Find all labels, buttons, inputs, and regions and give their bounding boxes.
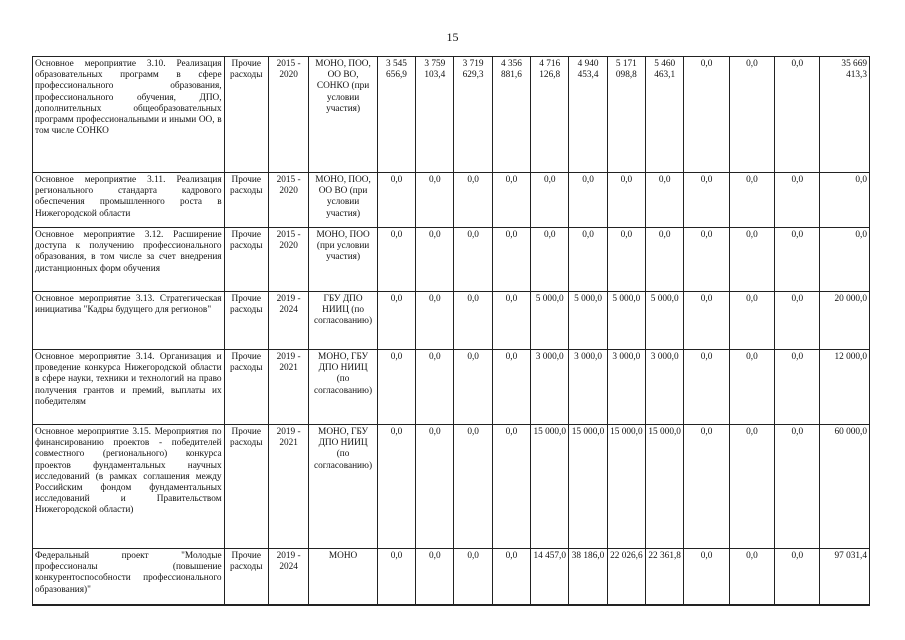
expense-type-cell: Прочие расходы xyxy=(224,350,268,425)
year-value-cell: 22 026,6 xyxy=(607,549,645,605)
year-value-cell: 3 719 629,3 xyxy=(454,57,492,173)
activity-name-cell: Федеральный проект "Молодые профессионалы (повышение конкурентоспособности профессионального образования)" xyxy=(33,549,225,605)
year-value-cell: 0,0 xyxy=(775,57,820,173)
year-value-cell: 0,0 xyxy=(775,173,820,228)
year-value-cell: 0,0 xyxy=(729,292,774,350)
year-value-cell: 0,0 xyxy=(684,228,729,292)
executor-cell: МОНО, ПОО, ОО ВО, СОНКО (при условии участия) xyxy=(309,57,378,173)
year-value-cell: 3 545 656,9 xyxy=(377,57,415,173)
year-value-cell: 0,0 xyxy=(729,425,774,549)
page-number: 15 xyxy=(446,30,459,44)
year-value-cell: 15 000,0 xyxy=(531,425,569,549)
year-value-cell: 4 716 126,8 xyxy=(531,57,569,173)
year-value-cell: 0,0 xyxy=(416,425,454,549)
year-value-cell: 5 000,0 xyxy=(607,292,645,350)
year-value-cell: 4 940 453,4 xyxy=(569,57,607,173)
year-value-cell: 0,0 xyxy=(492,350,530,425)
year-value-cell: 0,0 xyxy=(684,350,729,425)
year-value-cell: 14 457,0 xyxy=(531,549,569,605)
year-value-cell: 0,0 xyxy=(416,350,454,425)
year-value-cell: 0,0 xyxy=(454,549,492,605)
year-value-cell: 0,0 xyxy=(729,57,774,173)
year-value-cell: 0,0 xyxy=(569,173,607,228)
year-value-cell: 0,0 xyxy=(569,228,607,292)
year-value-cell: 0,0 xyxy=(646,228,684,292)
year-value-cell: 0,0 xyxy=(729,350,774,425)
year-value-cell: 5 171 098,8 xyxy=(607,57,645,173)
budget-table xyxy=(32,56,870,606)
year-value-cell: 15 000,0 xyxy=(607,425,645,549)
year-value-cell: 0,0 xyxy=(775,228,820,292)
activity-name-cell: Основное мероприятие 3.10. Реализация образовательных программ в сфере профессионального образования, профессионального обучения, ДПО, дополнительных общеобразовательных программ профессиональными и иными ОО, в том числе СОНКО xyxy=(33,57,225,173)
table-row xyxy=(33,173,870,228)
year-value-cell: 0,0 xyxy=(416,549,454,605)
period-cell: 2019 - 2024 xyxy=(268,292,308,350)
year-value-cell: 0,0 xyxy=(492,425,530,549)
year-value-cell: 5 000,0 xyxy=(646,292,684,350)
total-value-cell: 35 669 413,3 xyxy=(820,57,870,173)
year-value-cell: 22 361,8 xyxy=(646,549,684,605)
year-value-cell: 0,0 xyxy=(377,228,415,292)
executor-cell: МОНО, ГБУ ДПО НИИЦ (по согласованию) xyxy=(309,425,378,549)
year-value-cell: 3 000,0 xyxy=(607,350,645,425)
year-value-cell: 15 000,0 xyxy=(646,425,684,549)
year-value-cell: 0,0 xyxy=(416,173,454,228)
year-value-cell: 0,0 xyxy=(775,549,820,605)
expense-type-cell: Прочие расходы xyxy=(224,292,268,350)
year-value-cell: 0,0 xyxy=(775,292,820,350)
year-value-cell: 0,0 xyxy=(377,425,415,549)
year-value-cell: 0,0 xyxy=(454,228,492,292)
year-value-cell: 0,0 xyxy=(492,173,530,228)
year-value-cell: 0,0 xyxy=(377,549,415,605)
year-value-cell: 0,0 xyxy=(684,292,729,350)
year-value-cell: 4 356 881,6 xyxy=(492,57,530,173)
year-value-cell: 5 000,0 xyxy=(569,292,607,350)
executor-cell: ГБУ ДПО НИИЦ (по согласованию) xyxy=(309,292,378,350)
year-value-cell: 0,0 xyxy=(684,549,729,605)
total-value-cell: 12 000,0 xyxy=(820,350,870,425)
year-value-cell: 0,0 xyxy=(684,173,729,228)
table-row xyxy=(33,425,870,549)
year-value-cell: 0,0 xyxy=(377,173,415,228)
total-value-cell: 60 000,0 xyxy=(820,425,870,549)
expense-type-cell: Прочие расходы xyxy=(224,228,268,292)
year-value-cell: 3 759 103,4 xyxy=(416,57,454,173)
period-cell: 2019 - 2021 xyxy=(268,425,308,549)
activity-name-cell: Основное мероприятие 3.14. Организация и проведение конкурса Нижегородской области в сфере науки, техники и технологий на право получения грантов и премий, выплаты их победителям xyxy=(33,350,225,425)
year-value-cell: 0,0 xyxy=(416,228,454,292)
expense-type-cell: Прочие расходы xyxy=(224,173,268,228)
year-value-cell: 38 186,0 xyxy=(569,549,607,605)
year-value-cell: 0,0 xyxy=(492,292,530,350)
year-value-cell: 0,0 xyxy=(492,549,530,605)
table-row xyxy=(33,228,870,292)
table-row xyxy=(33,57,870,173)
year-value-cell: 3 000,0 xyxy=(531,350,569,425)
year-value-cell: 5 460 463,1 xyxy=(646,57,684,173)
expense-type-cell: Прочие расходы xyxy=(224,549,268,605)
year-value-cell: 0,0 xyxy=(607,173,645,228)
activity-name-cell: Основное мероприятие 3.11. Реализация регионального стандарта кадрового обеспечения промышленного роста в Нижегородской области xyxy=(33,173,225,228)
activity-name-cell: Основное мероприятие 3.12. Расширение доступа к получению профессионального образования, в том числе за счет внедрения дистанционных форм обучения xyxy=(33,228,225,292)
executor-cell: МОНО, ПОО (при условии участия) xyxy=(309,228,378,292)
year-value-cell: 0,0 xyxy=(684,425,729,549)
year-value-cell: 0,0 xyxy=(377,292,415,350)
table-body xyxy=(33,57,870,605)
total-value-cell: 20 000,0 xyxy=(820,292,870,350)
period-cell: 2019 - 2024 xyxy=(268,549,308,605)
year-value-cell: 0,0 xyxy=(492,228,530,292)
total-value-cell: 97 031,4 xyxy=(820,549,870,605)
executor-cell: МОНО xyxy=(309,549,378,605)
period-cell: 2019 - 2021 xyxy=(268,350,308,425)
year-value-cell: 0,0 xyxy=(377,350,415,425)
period-cell: 2015 - 2020 xyxy=(268,228,308,292)
activity-name-cell: Основное мероприятие 3.13. Стратегическая инициатива "Кадры будущего для регионов" xyxy=(33,292,225,350)
year-value-cell: 0,0 xyxy=(416,292,454,350)
year-value-cell: 3 000,0 xyxy=(569,350,607,425)
year-value-cell: 0,0 xyxy=(454,350,492,425)
expense-type-cell: Прочие расходы xyxy=(224,57,268,173)
total-value-cell: 0,0 xyxy=(820,228,870,292)
year-value-cell: 0,0 xyxy=(454,292,492,350)
period-cell: 2015 - 2020 xyxy=(268,173,308,228)
expense-type-cell: Прочие расходы xyxy=(224,425,268,549)
year-value-cell: 0,0 xyxy=(531,228,569,292)
year-value-cell: 0,0 xyxy=(729,549,774,605)
year-value-cell: 0,0 xyxy=(454,173,492,228)
table-row xyxy=(33,292,870,350)
table-row xyxy=(33,549,870,605)
year-value-cell: 3 000,0 xyxy=(646,350,684,425)
executor-cell: МОНО, ГБУ ДПО НИИЦ (по согласованию) xyxy=(309,350,378,425)
year-value-cell: 0,0 xyxy=(531,173,569,228)
table-row xyxy=(33,350,870,425)
year-value-cell: 0,0 xyxy=(646,173,684,228)
year-value-cell: 15 000,0 xyxy=(569,425,607,549)
total-value-cell: 0,0 xyxy=(820,173,870,228)
year-value-cell: 0,0 xyxy=(775,425,820,549)
year-value-cell: 0,0 xyxy=(607,228,645,292)
year-value-cell: 0,0 xyxy=(729,228,774,292)
year-value-cell: 0,0 xyxy=(775,350,820,425)
year-value-cell: 0,0 xyxy=(684,57,729,173)
period-cell: 2015 - 2020 xyxy=(268,57,308,173)
executor-cell: МОНО, ПОО, ОО ВО (при условии участия) xyxy=(309,173,378,228)
year-value-cell: 0,0 xyxy=(729,173,774,228)
year-value-cell: 5 000,0 xyxy=(531,292,569,350)
activity-name-cell: Основное мероприятие 3.15. Мероприятия по финансированию проектов - победителей совместного (регионального) конкурса проектов фундаментальных научных исследований (в рамках соглашения между Российским фондом фундаментальных исследований и Правительством Нижегородской области) xyxy=(33,425,225,549)
year-value-cell: 0,0 xyxy=(454,425,492,549)
